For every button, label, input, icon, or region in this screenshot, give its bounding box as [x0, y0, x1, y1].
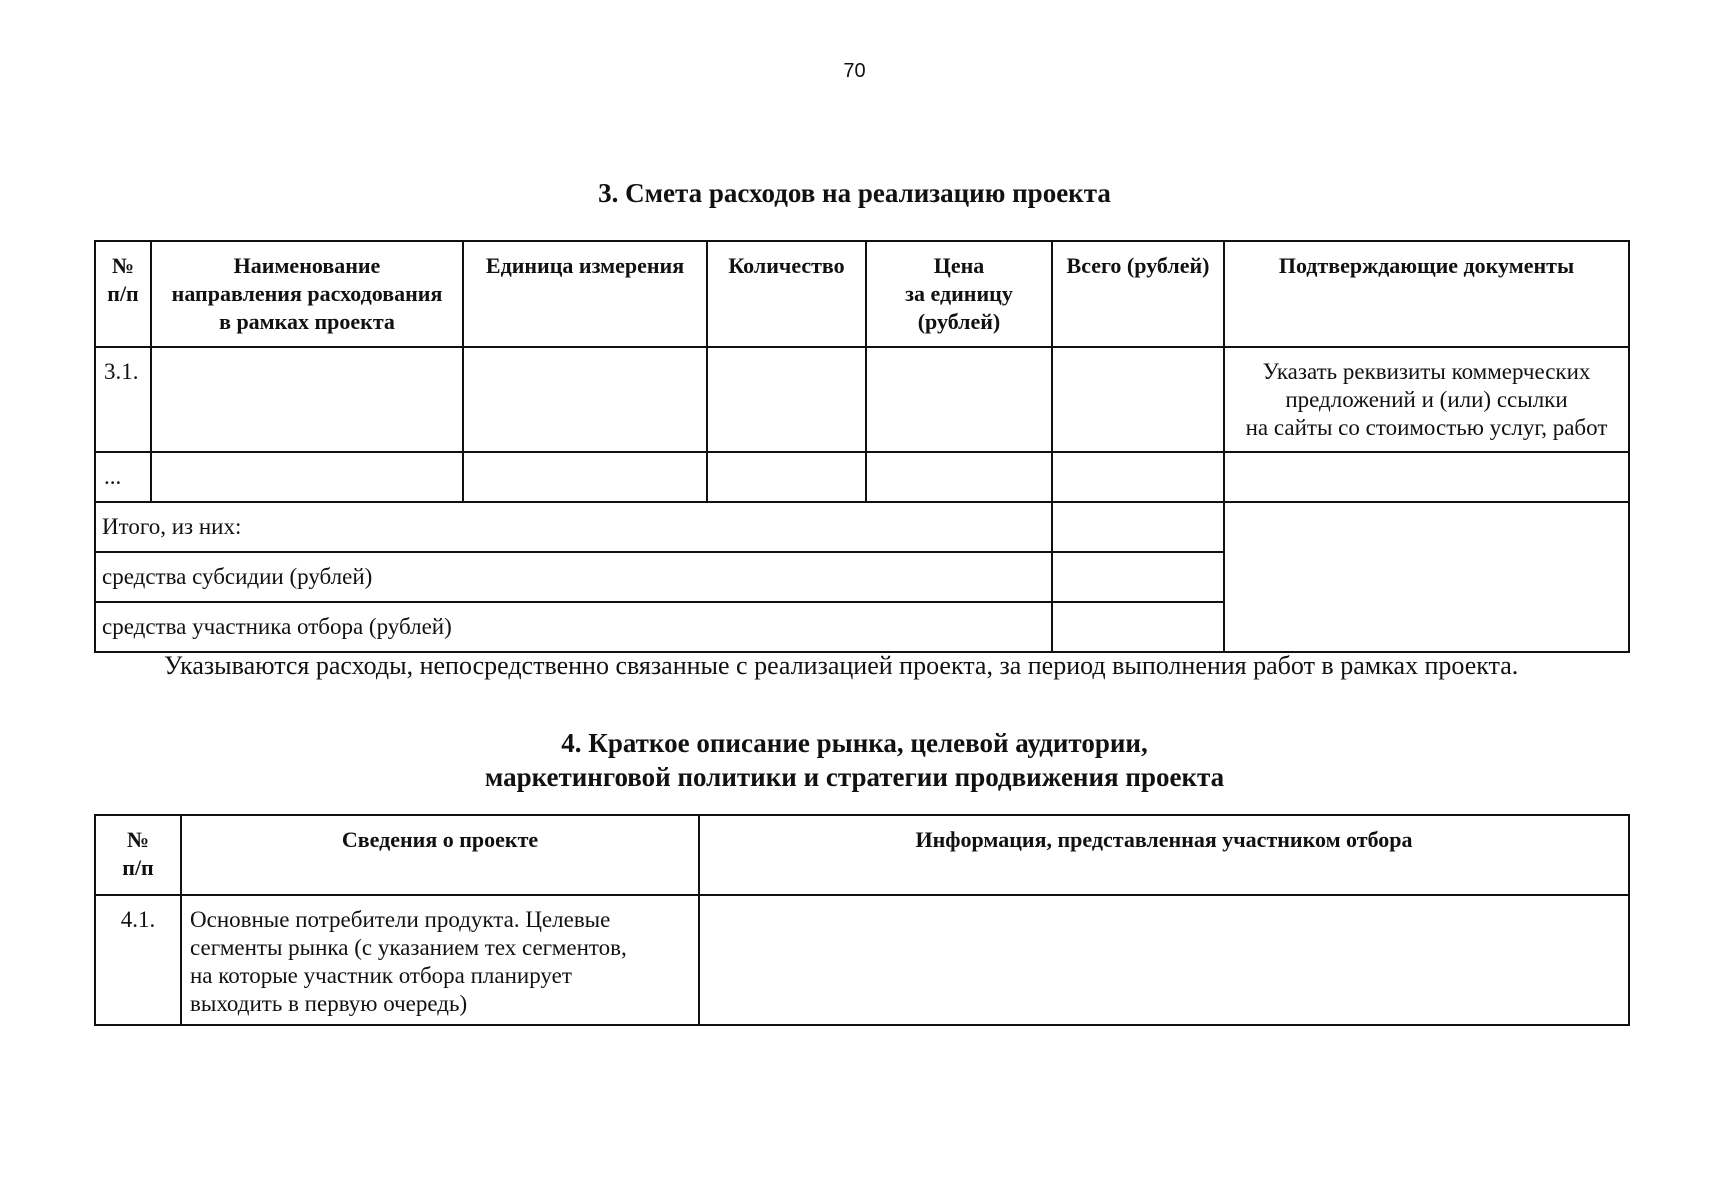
totals-docs-cell [1224, 502, 1629, 652]
header-number: № п/п [95, 815, 181, 895]
header-number: № п/п [95, 241, 151, 347]
section-4-title: 4. Краткое описание рынка, целевой аудитории, маркетинговой политики и стратегии продвижения проекта [484, 728, 1225, 792]
page-number: 70 [843, 60, 866, 82]
subsidy-label: средства субсидии (рублей) [95, 552, 1052, 602]
cell-quantity [707, 452, 866, 502]
header-provided-info: Информация, представленная участником отбора [699, 815, 1629, 895]
header-quantity: Количество [707, 241, 866, 347]
cell-project-info: Основные потребители продукта. Целевые сегменты рынка (с указанием тех сегментов, на которые участник отбора планирует выходить в первую очередь) [181, 895, 699, 1025]
header-total: Всего (рублей) [1052, 241, 1224, 347]
section-3-title: 3. Смета расходов на реализацию проекта [598, 178, 1111, 208]
cell-unit [463, 347, 707, 452]
participant-funds-value [1052, 602, 1224, 652]
header-project-info: Сведения о проекте [181, 815, 699, 895]
participant-funds-label: средства участника отбора (рублей) [95, 602, 1052, 652]
cell-unit-price [866, 452, 1052, 502]
cell-expense-name [151, 452, 463, 502]
cell-expense-name [151, 347, 463, 452]
row-number: 3.1. [95, 347, 151, 452]
header-unit-price: Цена за единицу (рублей) [866, 241, 1052, 347]
table-row [95, 895, 1629, 1025]
row-number: ... [95, 452, 151, 502]
cell-quantity [707, 347, 866, 452]
cell-unit-price [866, 347, 1052, 452]
table-header-row [95, 815, 1629, 895]
total-value [1052, 502, 1224, 552]
cell-supporting-docs [1224, 452, 1629, 502]
cell-total [1052, 452, 1224, 502]
row-number: 4.1. [95, 895, 181, 1025]
table-row [95, 347, 1629, 452]
cell-provided-info [699, 895, 1629, 1025]
total-row [95, 502, 1629, 552]
cell-unit [463, 452, 707, 502]
cell-total [1052, 347, 1224, 452]
subsidy-value [1052, 552, 1224, 602]
total-label: Итого, из них: [95, 502, 1052, 552]
header-supporting-docs: Подтверждающие документы [1224, 241, 1629, 347]
table-row [95, 452, 1629, 502]
table-header-row [95, 241, 1629, 347]
market-description-table [94, 814, 1630, 1026]
header-expense-name: Наименование направления расходования в рамках проекта [151, 241, 463, 347]
cell-supporting-docs: Указать реквизиты коммерческих предложений и (или) ссылки на сайты со стоимостью услуг, работ [1224, 347, 1629, 452]
header-unit: Единица измерения [463, 241, 707, 347]
expense-footnote: Указываются расходы, непосредственно связанные с реализацией проекта, за период выполнения работ в рамках проекта. [164, 651, 1519, 680]
expense-estimate-table [94, 240, 1630, 653]
